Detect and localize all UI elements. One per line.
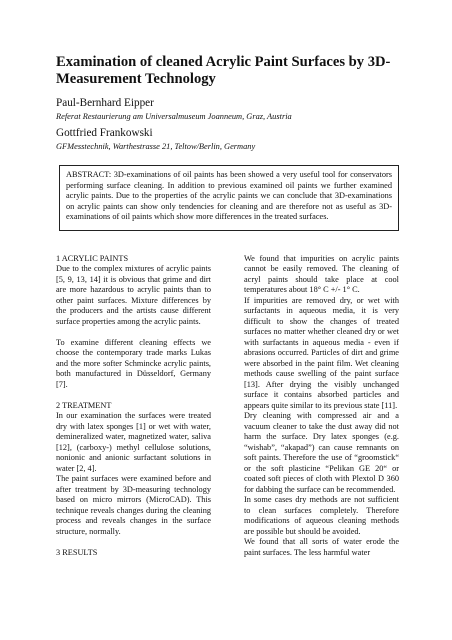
paper-title: Examination of cleaned Acrylic Paint Surfaces by 3D-Measurement Technology bbox=[56, 54, 391, 87]
section-heading: 2 TREATMENT bbox=[56, 400, 112, 410]
author-affiliation: GFMesstechnik, Warthestrasse 21, Teltow/Berlin, Germany bbox=[56, 142, 256, 151]
paragraph: We found that impurities on acrylic paints cannot be easily removed. The cleaning of acryl paints should take place at cool temperatures about 18° C +/- 1° C. bbox=[244, 254, 399, 295]
paragraph: In our examination the surfaces were treated dry with latex sponges [1] or wet with water, demineralized water, magnetized water, saliva [12], (carboxy-) methyl cellulose solutions, nonionic and anionic surfactant solutions in water [2, 4]. bbox=[56, 411, 211, 473]
section-heading: 3 RESULTS bbox=[56, 547, 98, 557]
abstract-box bbox=[59, 165, 399, 231]
paragraph: If impurities are removed dry, or wet with surfactants in aqueous media, it is very difficult to show the changes of treated surfaces no matter whether cleaned dry or wet with surfactants in aqueous media - even if abrasions occurred. Particles of dirt and grime were absorbed in the paint film. Wet cleaning methods cause swelling of the paint surface [13]. After drying the visibly unchanged surface it contains absorbed particles and appears quite similar to its previous state [11]. bbox=[244, 295, 399, 410]
paragraph: In some cases dry methods are not sufficient to clean surfaces completely. Therefore modifications of aqueous cleaning methods are possible but should be avoided. bbox=[244, 495, 399, 536]
author-affiliation: Referat Restaurierung am Universalmuseum Joanneum, Graz, Austria bbox=[56, 112, 292, 121]
paragraph: To examine different cleaning effects we choose the contemporary trade marks Lukas and the more softer Schmincke acrylic paints, both manufactured in Düsseldorf, Germany [7]. bbox=[56, 337, 211, 389]
left-column bbox=[56, 254, 211, 558]
paragraph: Dry cleaning with compressed air and a vacuum cleaner to take the dust away did not harm the surface. Dry latex sponges (e.g. “wishab”, “akapad”) can cause remnants on soft paints. Therefore the use of “groomstick“ or the soft plasticine “Pelikan GE 20“ or coated soft pieces of cloth with Plextol D 360 for dabbing the surface can be recommended. bbox=[244, 411, 399, 494]
right-column bbox=[244, 254, 399, 558]
section-heading: 1 ACRYLIC PAINTS bbox=[56, 254, 129, 263]
paragraph: The paint surfaces were examined before and after treatment by 3D-measuring technology based on micro mirrors (MicroCAD). This technique reveals changes during the cleaning process and reveals changes in the surface structure, normally. bbox=[56, 474, 211, 536]
paragraph: We found that all sorts of water erode the paint surfaces. The less harmful water bbox=[244, 537, 399, 557]
abstract-text: ABSTRACT: 3D-examinations of oil paints has been showed a very useful tool for conservators performing surface cleaning. In addition to previous examined oil paints we further examined acrylic paints. Due to the properties of the acrylic paints we can conclude that 3D-examinations on acrylic paints can show only tendencies for cleaning and are therefore not as useful as 3D-examinations of oil paints which show more differences in the treated surfaces. bbox=[66, 170, 392, 222]
paragraph: Due to the complex mixtures of acrylic paints [5, 9, 13, 14] it is obvious that grime and dirt are more hazardous to acrylic paints than to other paint surfaces. Mixture differences by the producers and the artists cause different surface properties among the acrylic paints. bbox=[56, 264, 211, 326]
author-name: Paul-Bernhard Eipper bbox=[56, 97, 154, 109]
author-name: Gottfried Frankowski bbox=[56, 127, 153, 139]
